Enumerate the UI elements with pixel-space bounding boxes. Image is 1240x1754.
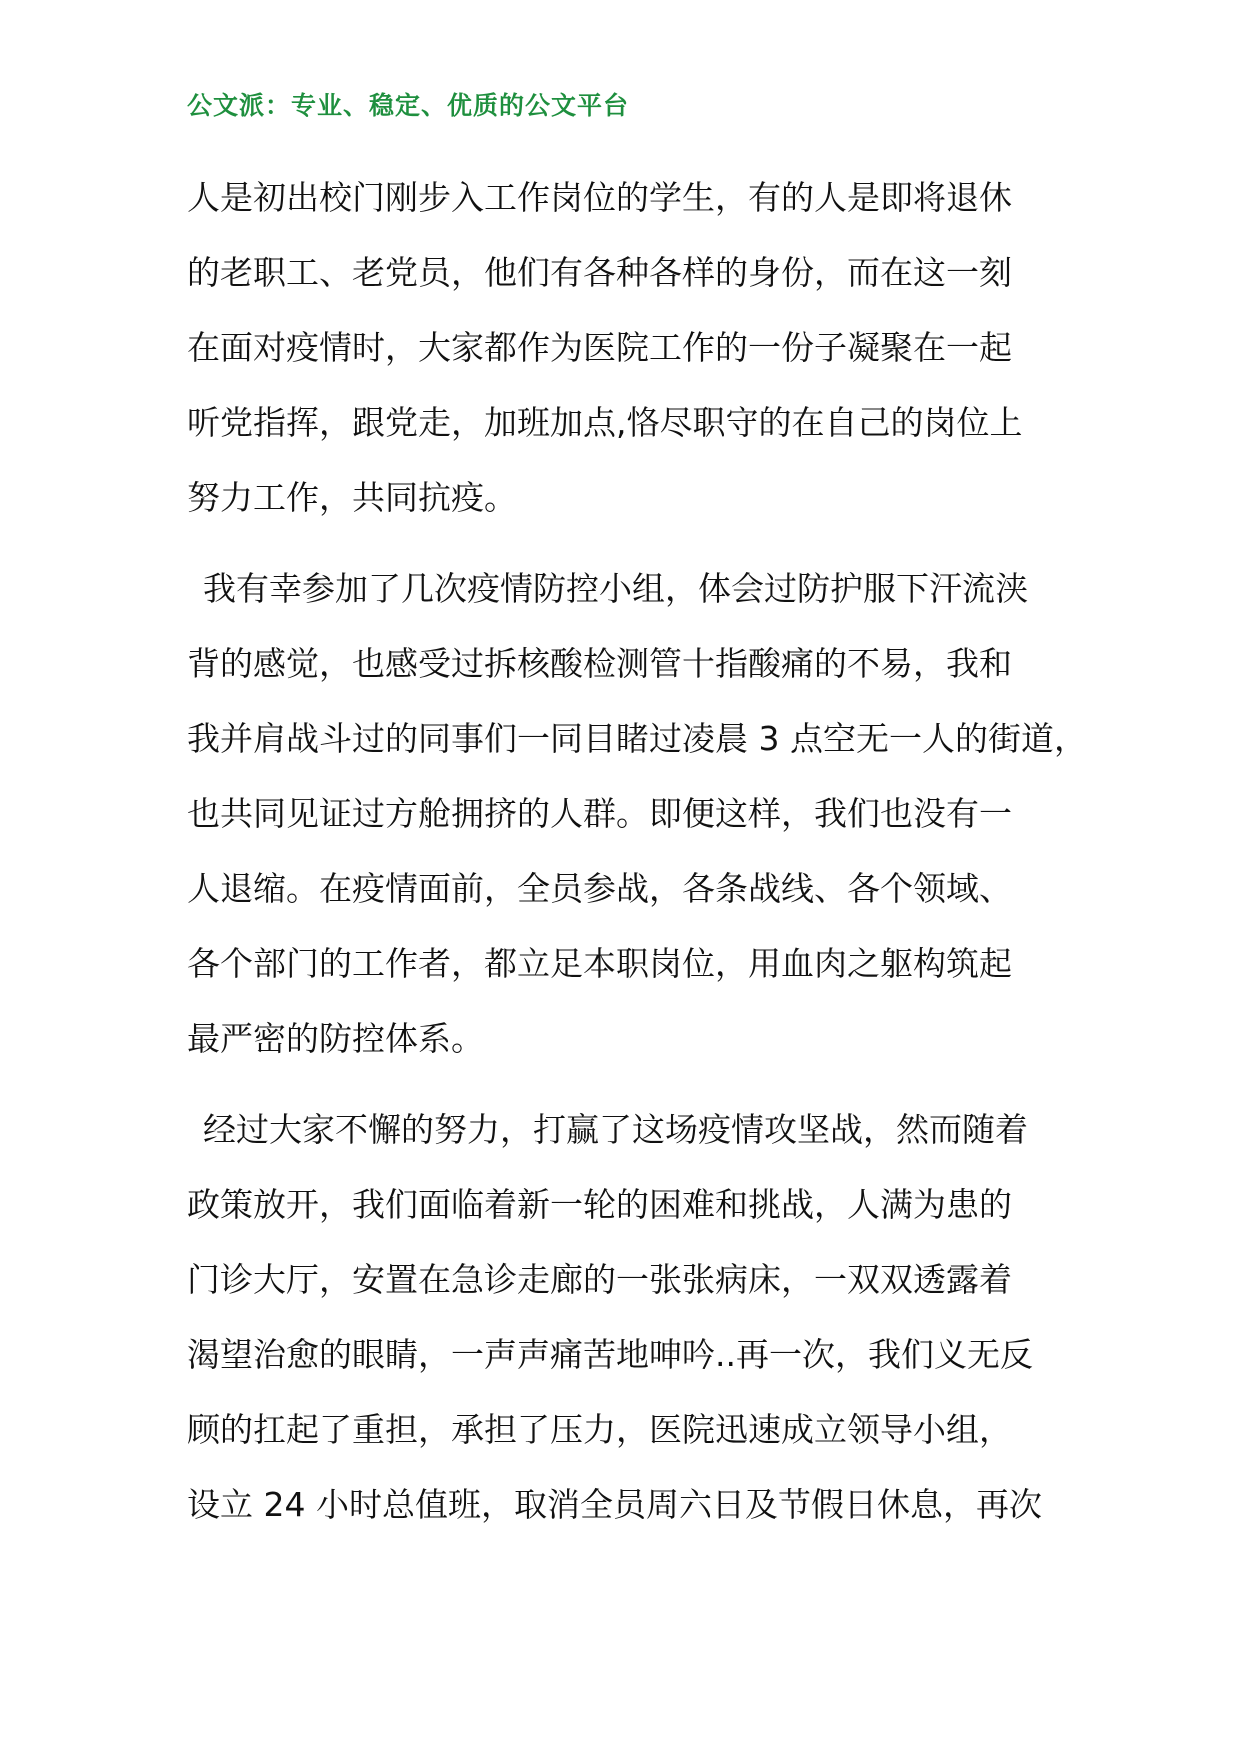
document-body <box>187 160 1087 1542</box>
text-line: 设立 24 小时总值班，取消全员周六日及节假日休息，再次 <box>187 1485 1042 1524</box>
text-line: 人退缩。在疫情面前，全员参战，各条战线、各个领域、 <box>187 869 1012 908</box>
text-line: 人是初出校门刚步入工作岗位的学生，有的人是即将退休 <box>187 178 1012 217</box>
paragraph-3 <box>187 1092 1087 1542</box>
text-line: 也共同见证过方舱拥挤的人群。即便这样，我们也没有一 <box>187 794 1012 833</box>
text-line: 经过大家不懈的努力，打赢了这场疫情攻坚战，然而随着 <box>203 1110 1028 1149</box>
text-line: 听党指挥，跟党走，加班加点,恪尽职守的在自己的岗位上 <box>187 403 1023 442</box>
text-line: 政策放开，我们面临着新一轮的困难和挑战，人满为患的 <box>187 1185 1012 1224</box>
text-line: 我有幸参加了几次疫情防控小组，体会过防护服下汗流浃 <box>203 569 1028 608</box>
text-line: 我并肩战斗过的同事们一同目睹过凌晨 3 点空无一人的街道， <box>187 719 1087 758</box>
text-line: 背的感觉，也感受过拆核酸检测管十指酸痛的不易，我和 <box>187 644 1012 683</box>
paragraph-2 <box>187 551 1087 1076</box>
text-line: 门诊大厅，安置在急诊走廊的一张张病床，一双双透露着 <box>187 1260 1012 1299</box>
site-header-title: 公文派：专业、稳定、优质的公文平台 <box>187 91 630 120</box>
text-line: 努力工作，共同抗疫。 <box>187 478 517 517</box>
paragraph-1 <box>187 160 1087 535</box>
text-line: 在面对疫情时，大家都作为医院工作的一份子凝聚在一起 <box>187 328 1012 367</box>
text-line: 顾的扛起了重担，承担了压力，医院迅速成立领导小组， <box>187 1410 1012 1449</box>
text-line: 最严密的防控体系。 <box>187 1019 484 1058</box>
text-line: 渴望治愈的眼睛，一声声痛苦地呻吟..再一次，我们义无反 <box>187 1335 1033 1374</box>
text-line: 各个部门的工作者，都立足本职岗位，用血肉之躯构筑起 <box>187 944 1012 983</box>
text-line: 的老职工、老党员，他们有各种各样的身份，而在这一刻 <box>187 253 1012 292</box>
